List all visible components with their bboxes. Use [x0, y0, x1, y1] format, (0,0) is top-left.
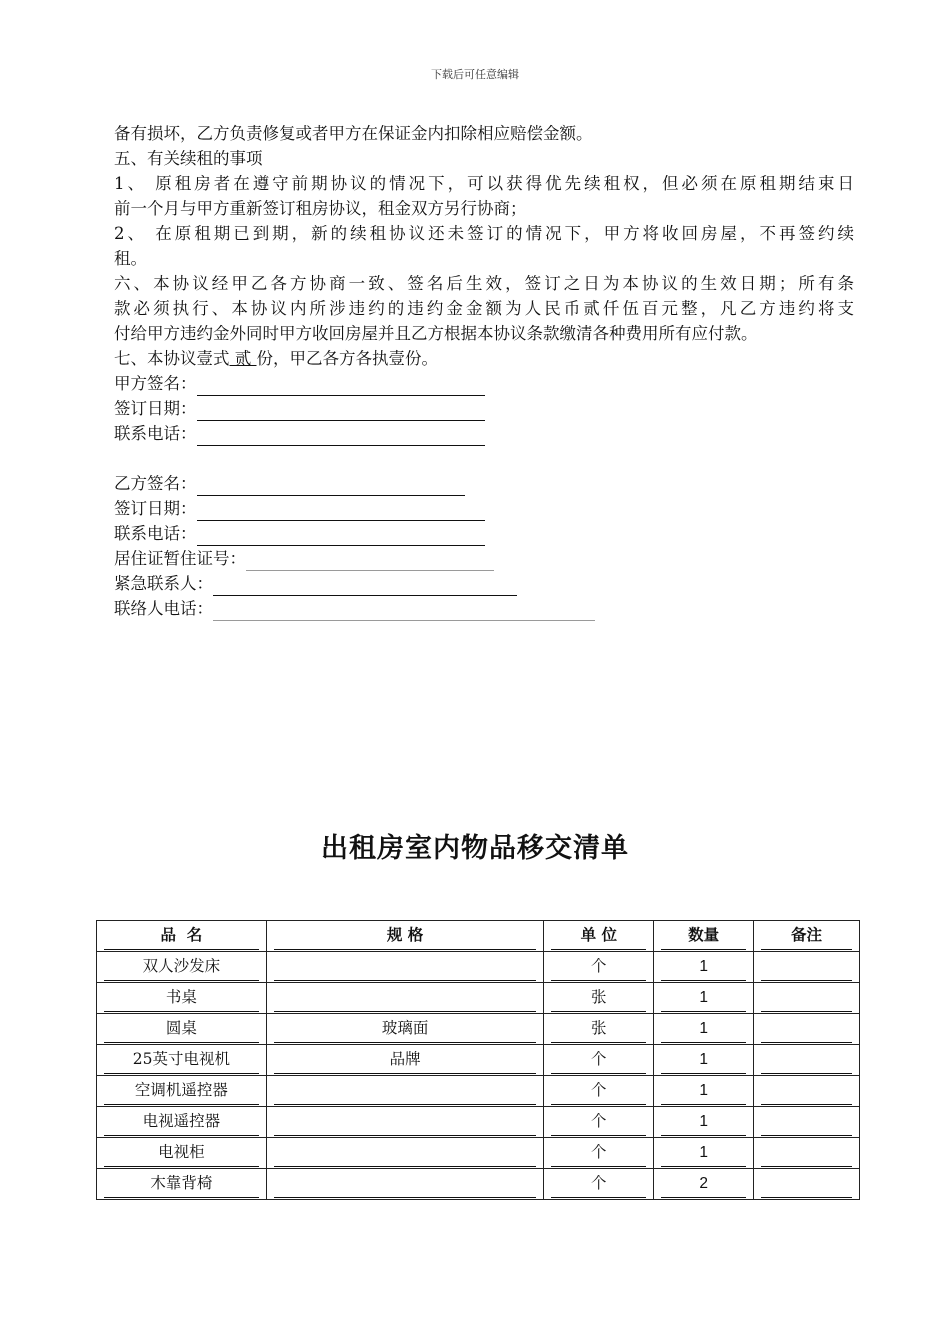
party-a-phone-label: 联系电话： [114, 424, 197, 443]
party-a-sign-row [114, 371, 854, 396]
table-row [97, 1045, 860, 1076]
item-spec[interactable] [266, 1076, 544, 1107]
header-note: 备注 [754, 921, 860, 952]
clause-2-line-2: 租。 [114, 249, 147, 268]
header-unit: 单 位 [544, 921, 654, 952]
item-unit: 个 [544, 1045, 654, 1076]
table-row [97, 1138, 860, 1169]
item-qty: 1 [654, 1014, 754, 1045]
paragraph: 备有损坏，乙方负责修复或者甲方在保证金内扣除相应赔偿金额。 [114, 124, 593, 143]
residence-permit-row [114, 546, 854, 571]
item-unit: 个 [544, 1076, 654, 1107]
agreement-body [114, 121, 854, 621]
item-qty: 1 [654, 1076, 754, 1107]
page-header: 下载后可任意编辑 [431, 68, 519, 81]
clause-2-line-1: 2、 在原租期已到期，新的续租协议还未签订的情况下，甲方将收回房屋，不再签约续 [114, 224, 854, 243]
party-a-sign-label: 甲方签名： [114, 374, 197, 393]
item-spec[interactable]: 品牌 [266, 1045, 544, 1076]
clause-7-suffix: 份，甲乙各方各执壹份。 [256, 349, 438, 368]
item-note[interactable] [754, 1138, 860, 1169]
item-name: 电视遥控器 [97, 1107, 267, 1138]
party-b-sign-label: 乙方签名： [114, 474, 197, 493]
residence-permit-field[interactable] [246, 551, 494, 571]
table-row [97, 952, 860, 983]
item-unit: 个 [544, 1138, 654, 1169]
party-a-date-field[interactable] [197, 401, 485, 421]
party-a-phone-row [114, 421, 854, 446]
item-unit: 个 [544, 1107, 654, 1138]
contact-phone-row [114, 596, 854, 621]
item-spec[interactable] [266, 983, 544, 1014]
item-qty: 2 [654, 1169, 754, 1200]
clause-7-copies: 贰 [229, 349, 257, 368]
item-spec[interactable]: 玻璃面 [266, 1014, 544, 1045]
item-qty: 1 [654, 1045, 754, 1076]
item-unit: 张 [544, 983, 654, 1014]
table-row [97, 983, 860, 1014]
party-b-date-label: 签订日期： [114, 499, 197, 518]
party-b-date-row [114, 496, 854, 521]
item-unit: 个 [544, 1169, 654, 1200]
item-name: 书桌 [97, 983, 267, 1014]
party-a-sign-field[interactable] [197, 376, 485, 396]
inventory-title: 出租房室内物品移交清单 [321, 833, 629, 864]
party-a-date-row [114, 396, 854, 421]
clause-6-line-2: 款必须执行、本协议内所涉违约的违约金金额为人民币贰仟伍百元整，凡乙方违约将支 [114, 299, 854, 318]
section-heading-renewal: 五、有关续租的事项 [114, 149, 263, 168]
item-spec[interactable] [266, 1138, 544, 1169]
item-qty: 1 [654, 952, 754, 983]
item-name: 圆桌 [97, 1014, 267, 1045]
clause-7 [114, 346, 854, 371]
item-note[interactable] [754, 1076, 860, 1107]
item-note[interactable] [754, 1014, 860, 1045]
party-a-phone-field[interactable] [197, 426, 485, 446]
inventory-header-row [97, 921, 860, 952]
party-b-phone-label: 联系电话： [114, 524, 197, 543]
clause-1-line-1: 1、 原租房者在遵守前期协议的情况下，可以获得优先续租权，但必须在原租期结束日 [114, 174, 854, 193]
table-row [97, 1107, 860, 1138]
item-qty: 1 [654, 1138, 754, 1169]
party-b-phone-field[interactable] [197, 526, 485, 546]
item-spec[interactable] [266, 1169, 544, 1200]
emergency-contact-label: 紧急联系人： [114, 574, 213, 593]
inventory-table [96, 920, 860, 1200]
contact-phone-label: 联络人电话： [114, 599, 213, 618]
item-unit: 个 [544, 952, 654, 983]
party-a-date-label: 签订日期： [114, 399, 197, 418]
table-row [97, 1076, 860, 1107]
item-name: 空调机遥控器 [97, 1076, 267, 1107]
item-spec[interactable] [266, 1107, 544, 1138]
item-note[interactable] [754, 952, 860, 983]
item-name: 双人沙发床 [97, 952, 267, 983]
header-qty: 数量 [654, 921, 754, 952]
item-qty: 1 [654, 983, 754, 1014]
item-note[interactable] [754, 1107, 860, 1138]
party-b-sign-field[interactable] [197, 476, 465, 496]
item-unit: 张 [544, 1014, 654, 1045]
party-b-date-field[interactable] [197, 501, 485, 521]
table-row [97, 1014, 860, 1045]
item-qty: 1 [654, 1107, 754, 1138]
contact-phone-field[interactable] [213, 601, 595, 621]
header-name: 品 名 [97, 921, 267, 952]
item-note[interactable] [754, 1045, 860, 1076]
party-b-phone-row [114, 521, 854, 546]
item-note[interactable] [754, 983, 860, 1014]
clause-1-line-2: 前一个月与甲方重新签订租房协议，租金双方另行协商； [114, 199, 527, 218]
party-b-sign-row [114, 471, 854, 496]
clause-6-line-3: 付给甲方违约金外同时甲方收回房屋并且乙方根据本协议条款缴清各种费用所有应付款。 [114, 324, 758, 343]
item-spec[interactable] [266, 952, 544, 983]
clause-7-prefix: 七、本协议壹式 [114, 349, 230, 368]
item-name: 电视柜 [97, 1138, 267, 1169]
table-row [97, 1169, 860, 1200]
emergency-contact-field[interactable] [213, 576, 517, 596]
item-name: 25英寸电视机 [97, 1045, 267, 1076]
item-note[interactable] [754, 1169, 860, 1200]
item-name: 木靠背椅 [97, 1169, 267, 1200]
clause-6-line-1: 六、本协议经甲乙各方协商一致、签名后生效，签订之日为本协议的生效日期；所有条 [114, 274, 854, 293]
header-spec: 规 格 [266, 921, 544, 952]
residence-permit-label: 居住证暂住证号： [114, 549, 246, 568]
emergency-contact-row [114, 571, 854, 596]
